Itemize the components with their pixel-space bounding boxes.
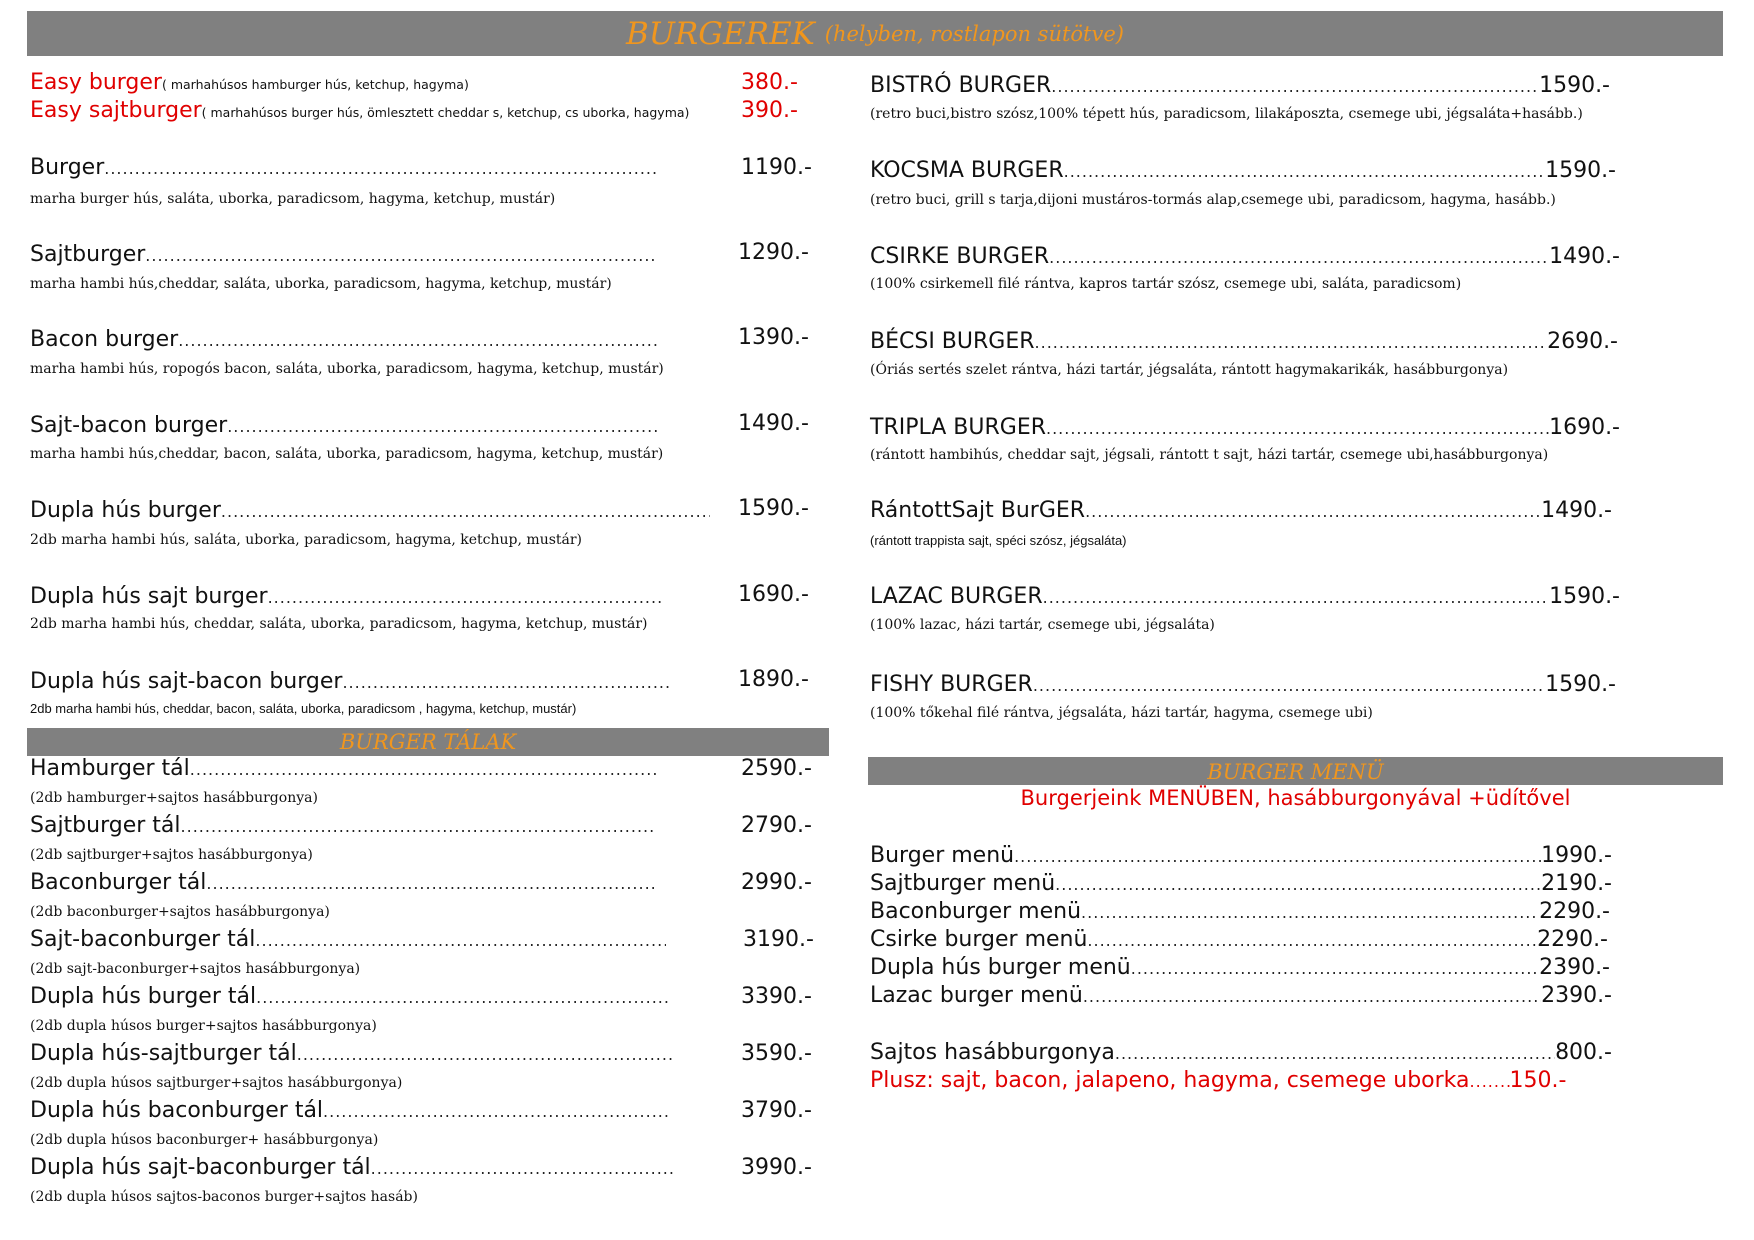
menu-item-sajtburger — [30, 242, 654, 268]
item-desc: (100% csirkemell filé rántva, kapros tartár szósz, csemege ubi, saláta, paradicsom) — [870, 276, 1462, 292]
menu-item-lazac-burger-menu — [870, 983, 1612, 1009]
leader-dots — [297, 1045, 674, 1064]
item-name: Bacon burger — [30, 327, 179, 352]
item-desc: 2db marha hambi hús, cheddar, saláta, uborka, paradicsom, hagyma, ketchup, mustár) — [30, 616, 648, 632]
item-price: 3990.- — [741, 1155, 812, 1180]
item-desc: (rántott hambihús, cheddar sajt, jégsali, rántott t sajt, házi tartár, csemege ubi,hasábburgonya) — [870, 447, 1549, 463]
leader-dots — [1055, 875, 1541, 894]
menu-subtitle: Burgerjeink MENÜBEN, hasábburgonyával +üdítővel — [1020, 786, 1571, 810]
menu-item-lazac-burger — [870, 584, 1620, 610]
section-title: BURGER MENÜ — [1207, 760, 1384, 784]
item-desc: ( marhahúsos burger hús, ömlesztett cheddar s, ketchup, cs uborka, hagyma) — [201, 105, 690, 120]
item-desc: (rántott trappista sajt, spéci szósz, jégsaláta) — [870, 533, 1127, 548]
leader-dots — [190, 760, 658, 779]
leader-dots — [1035, 333, 1548, 352]
leader-dots — [1046, 419, 1549, 438]
menu-item-tripla-burger — [870, 415, 1620, 441]
item-desc: 2db marha hambi hús, saláta, uborka, paradicsom, hagyma, ketchup, mustár) — [30, 532, 583, 548]
leader-dots — [145, 246, 654, 265]
menu-item-dupla-hus-sajt-bacon-burger — [30, 669, 670, 695]
item-desc: (retro buci,bistro szósz,100% tépett hús, paradicsom, lilakáposzta, csemege ubi, jégsaláta+hasább.) — [870, 106, 1583, 122]
menu-item-rantottsajt-burger — [870, 498, 1612, 524]
item-name: FISHY BURGER — [870, 672, 1033, 697]
menu-item-dupla-hus-sajt-baconburger-tal — [30, 1155, 674, 1181]
item-name: Dupla hús baconburger tál — [30, 1098, 324, 1123]
item-name: BÉCSI BURGER — [870, 329, 1035, 354]
item-desc: (2db dupla húsos sajtos-baconos burger+sajtos hasáb) — [30, 1189, 418, 1205]
item-name: Dupla hús sajt-baconburger tál — [30, 1155, 371, 1180]
item-name: Dupla hús-sajtburger tál — [30, 1041, 297, 1066]
item-name: Easy sajtburger — [30, 98, 202, 123]
leader-dots — [1131, 959, 1539, 978]
leader-dots — [104, 159, 658, 178]
leader-dots — [206, 874, 658, 893]
leader-dots — [1033, 676, 1545, 695]
item-name: CSIRKE BURGER — [870, 244, 1050, 269]
menu-item-becsi-burger — [870, 329, 1618, 355]
item-desc: (100% tőkehal filé rántva, jégsaláta, házi tartár, hagyma, csemege ubi) — [870, 705, 1373, 721]
menu-item-sajtburger-tal — [30, 813, 656, 839]
item-price: 3390.- — [741, 984, 812, 1009]
item-name: Hamburger tál — [30, 756, 190, 781]
item-desc: (2db sajtburger+sajtos hasábburgonya) — [30, 847, 313, 863]
item-name: Sajt-baconburger tál — [30, 927, 256, 952]
item-price: 2390.- — [1541, 983, 1612, 1008]
leader-dots — [1470, 1072, 1510, 1091]
menu-item-easy-sajtburger — [30, 98, 689, 123]
menu-item-easy-burger — [30, 70, 469, 95]
item-price: 2390.- — [1539, 955, 1610, 980]
item-name: Sajtos hasábburgonya — [870, 1040, 1115, 1065]
item-name: Sajtburger menü — [870, 871, 1056, 896]
item-price: 2290.- — [1539, 899, 1610, 924]
item-price: 800.- — [1555, 1040, 1612, 1065]
item-price: 1590.- — [1545, 672, 1616, 697]
main-header-banner — [27, 11, 1723, 56]
item-price: 1590.- — [1549, 584, 1620, 609]
menu-item-hamburger-tal — [30, 756, 658, 782]
item-price: 3590.- — [741, 1041, 812, 1066]
menu-item-dupla-hus-burger-tal — [30, 984, 668, 1010]
item-name: Sajtburger — [30, 242, 146, 267]
item-name: Plusz: sajt, bacon, jalapeno, hagyma, csemege uborka — [870, 1068, 1470, 1093]
item-price: 1990.- — [1541, 843, 1612, 868]
item-price: 1590.- — [1545, 158, 1616, 183]
item-desc: marha burger hús, saláta, uborka, paradicsom, hagyma, ketchup, mustár) — [30, 191, 556, 207]
item-price: 2690.- — [1547, 329, 1618, 354]
section-title: BURGER TÁLAK — [339, 730, 517, 754]
item-price: 2590.- — [741, 756, 812, 781]
menu-item-sajt-bacon-burger — [30, 413, 660, 439]
item-name: Dupla hús sajt-bacon burger — [30, 669, 343, 694]
item-desc: (100% lazac, házi tartár, csemege ubi, jégsaláta) — [870, 617, 1215, 633]
item-name: Burger — [30, 155, 105, 180]
menu-item-fishy-burger — [870, 672, 1616, 698]
leader-dots — [323, 1102, 668, 1121]
item-price: 1490.- — [1549, 244, 1620, 269]
menu-item-sajtburger-menu — [870, 871, 1612, 897]
burger-talak-banner — [27, 728, 829, 756]
leader-dots — [342, 673, 670, 692]
item-desc: (2db sajt-baconburger+sajtos hasábburgonya) — [30, 961, 361, 977]
item-name: KOCSMA BURGER — [870, 158, 1064, 183]
item-desc: marha hambi hús,cheddar, bacon, saláta, uborka, paradicsom, hagyma, ketchup, mustár) — [30, 446, 664, 462]
item-price: 2190.- — [1541, 871, 1612, 896]
item-desc: (2db dupla húsos burger+sajtos hasábburgonya) — [30, 1018, 377, 1034]
menu-item-dupla-hus-baconburger-tal — [30, 1098, 668, 1124]
leader-dots — [1049, 248, 1549, 267]
menu-item-sajtos-hasabburgonya — [870, 1040, 1612, 1066]
menu-item-bacon-burger — [30, 327, 658, 353]
leader-dots — [1081, 903, 1539, 922]
menu-item-sajt-baconburger-tal — [30, 927, 666, 953]
item-name: BISTRÓ BURGER — [870, 73, 1052, 98]
menu-item-dupla-hus-burger — [30, 498, 710, 524]
item-price: 3190.- — [743, 927, 814, 952]
item-desc: (2db hamburger+sajtos hasábburgonya) — [30, 790, 318, 806]
leader-dots — [371, 1159, 674, 1178]
leader-dots — [1043, 588, 1549, 607]
item-name: Easy burger — [30, 70, 162, 95]
item-price: 150.- — [1509, 1068, 1567, 1093]
item-price: 1490.- — [1541, 498, 1612, 523]
menu-item-baconburger-menu — [870, 899, 1610, 925]
item-price: 1590.- — [738, 496, 809, 521]
item-name: TRIPLA BURGER — [870, 415, 1046, 440]
menu-item-kocsma-burger — [870, 158, 1616, 184]
leader-dots — [181, 817, 656, 836]
menu-item-csirke-burger — [870, 244, 1620, 270]
item-desc: 2db marha hambi hús, cheddar, bacon, saláta, uborka, paradicsom , hagyma, ketchup, mustár) — [30, 701, 577, 716]
main-title: BURGEREK — [626, 15, 815, 52]
item-price: 380.- — [741, 70, 798, 95]
item-name: Dupla hús sajt burger — [30, 584, 268, 609]
item-name: Dupla hús burger — [30, 498, 221, 523]
menu-item-dupla-hus-burger-menu — [870, 955, 1610, 981]
item-desc: (retro buci, grill s tarja,dijoni mustáros-tormás alap,csemege ubi, paradicsom, hagyma, hasább.) — [870, 192, 1556, 208]
item-desc: marha hambi hús,cheddar, saláta, uborka, paradicsom, hagyma, ketchup, mustár) — [30, 276, 612, 292]
leader-dots — [268, 588, 662, 607]
burger-menu-banner — [868, 757, 1723, 785]
leader-dots — [221, 502, 710, 521]
item-name: LAZAC BURGER — [870, 584, 1043, 609]
menu-item-baconburger-tal — [30, 870, 658, 896]
menu-item-bistro-burger — [870, 73, 1610, 99]
menu-item-burger-menu — [870, 843, 1612, 869]
item-name: Baconburger tál — [30, 870, 207, 895]
item-price: 1490.- — [738, 411, 809, 436]
item-price: 1690.- — [1549, 415, 1620, 440]
item-price: 1690.- — [738, 582, 809, 607]
item-price: 3790.- — [741, 1098, 812, 1123]
item-price: 2790.- — [741, 813, 812, 838]
item-name: Baconburger menü — [870, 899, 1082, 924]
item-name: Dupla hús burger menü — [870, 955, 1131, 980]
item-name: Lazac burger menü — [870, 983, 1083, 1008]
item-price: 1590.- — [1539, 73, 1610, 98]
item-name: Dupla hús burger tál — [30, 984, 257, 1009]
item-price: 1890.- — [738, 667, 809, 692]
leader-dots — [256, 988, 668, 1007]
extras-plus-toppings — [870, 1068, 1586, 1094]
leader-dots — [1014, 847, 1541, 866]
leader-dots — [227, 417, 660, 436]
item-desc: (2db baconburger+sajtos hasábburgonya) — [30, 904, 330, 920]
item-price: 2990.- — [741, 870, 812, 895]
menu-item-dupla-hus-sajtburger-tal — [30, 1041, 674, 1067]
leader-dots — [1064, 162, 1545, 181]
leader-dots — [1115, 1044, 1555, 1063]
item-desc: ( marhahúsos hamburger hús, ketchup, hagyma) — [161, 77, 469, 92]
menu-item-burger — [30, 155, 658, 181]
leader-dots — [178, 331, 658, 350]
leader-dots — [1051, 77, 1539, 96]
item-name: Sajt-bacon burger — [30, 413, 228, 438]
main-subtitle: (helyben, rostlapon sütötve) — [824, 21, 1124, 46]
item-desc: (2db dupla húsos sajtburger+sajtos hasábburgonya) — [30, 1075, 403, 1091]
item-price: 1190.- — [741, 155, 812, 180]
leader-dots — [1087, 931, 1537, 950]
item-name: Burger menü — [870, 843, 1015, 868]
item-name: Sajtburger tál — [30, 813, 181, 838]
item-name: RántottSajt BurGER — [870, 498, 1086, 523]
item-desc: (2db dupla húsos baconburger+ hasábburgonya) — [30, 1132, 379, 1148]
item-desc: marha hambi hús, ropogós bacon, saláta, uborka, paradicsom, hagyma, ketchup, mustár) — [30, 361, 664, 377]
leader-dots — [1083, 987, 1541, 1006]
item-price: 2290.- — [1537, 927, 1608, 952]
menu-item-dupla-hus-sajt-burger — [30, 584, 662, 610]
leader-dots — [255, 931, 666, 950]
item-price: 1390.- — [738, 325, 809, 350]
leader-dots — [1085, 502, 1541, 521]
item-desc: (Óriás sertés szelet rántva, házi tartár, jégsaláta, rántott hagymakarikák, hasábburgonya) — [870, 362, 1509, 378]
item-price: 1290.- — [738, 240, 809, 265]
menu-item-csirke-burger-menu — [870, 927, 1608, 953]
item-price: 390.- — [741, 98, 798, 123]
item-name: Csirke burger menü — [870, 927, 1088, 952]
